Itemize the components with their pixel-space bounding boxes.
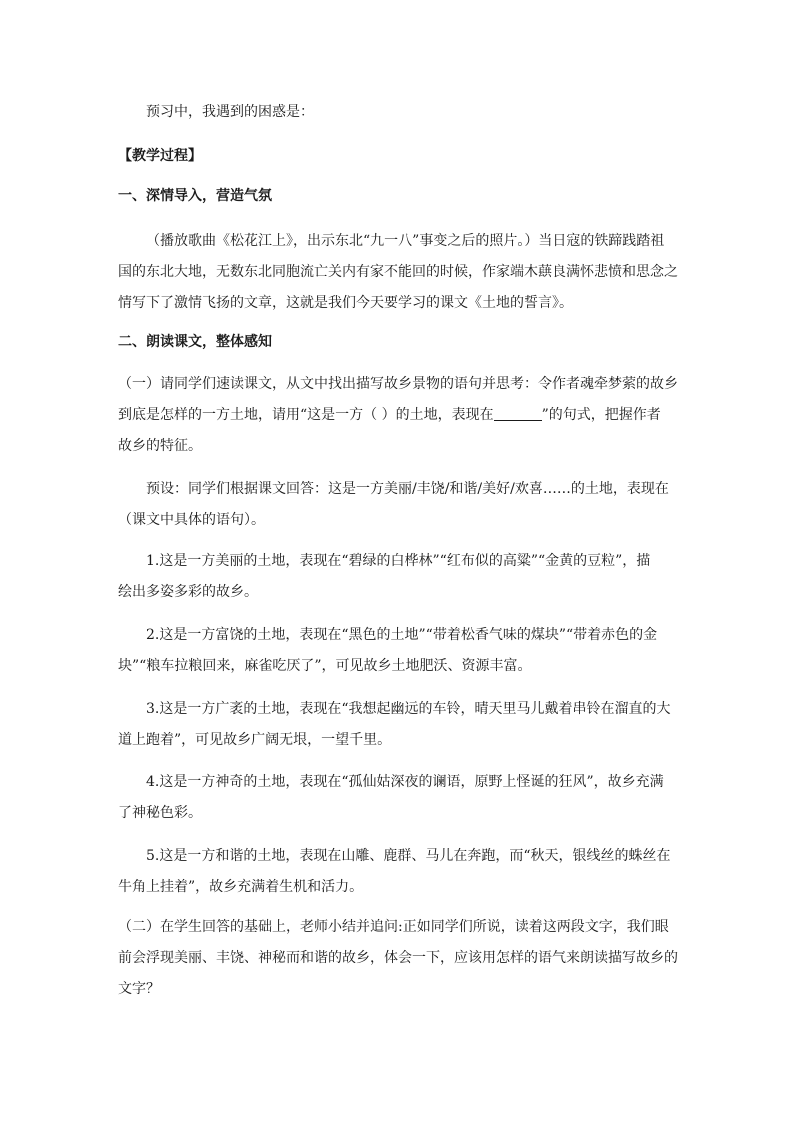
paragraph-line: （二）在学生回答的基础上，老师小结并追问:正如同学们所说，读着这两段文字，我们眼: [118, 919, 669, 935]
paragraph-line: （课文中具体的语句）。: [118, 512, 265, 528]
list-item-line: 道上跑着”，可见故乡广阔无垠，一望千里。: [118, 732, 392, 748]
list-item-line: 4.这是一方神奇的土地，表现在“孤仙姑深夜的谰语，原野上怪诞的狂风”，故乡充满: [146, 774, 664, 790]
fill-in-blank: [494, 406, 542, 421]
paragraph-line: （一）请同学们速读课文，从文中找出描写故乡景物的语句并思考：令作者魂牵梦萦的故乡: [118, 376, 678, 392]
teaching-process-heading: 【教学过程】: [118, 148, 202, 164]
paragraph-line: 情写下了激情飞扬的文章，这就是我们今天要学习的课文《土地的誓言》。: [118, 295, 573, 311]
section-1-heading: 一、深情导入，营造气氛: [118, 188, 272, 204]
list-item-line: 了神秘色彩。: [118, 805, 202, 821]
paragraph-line-end: ”的句式，把握作者: [541, 407, 661, 423]
preview-question: 预习中，我遇到的困惑是：: [146, 104, 314, 120]
list-item-line: 绘出多姿多彩的故乡。: [118, 584, 258, 600]
paragraph-line: 前会浮现美丽、丰饶、神秘而和谐的故乡，体会一下，应该用怎样的语气来朗读描写故乡的: [118, 950, 678, 966]
section-2-heading: 二、朗读课文，整体感知: [118, 334, 272, 350]
paragraph-line: [118, 405, 661, 425]
paragraph-line: （播放歌曲《松花江上》，出示东北“九一八”事变之后的照片。）当日寇的铁蹄践踏祖: [146, 233, 665, 249]
list-item-line: 块”“粮车拉粮回来，麻雀吃厌了”，可见故乡土地肥沃、资源丰富。: [118, 658, 532, 674]
list-item-line: 3.这是一方广袤的土地，表现在“我想起幽远的车铃，晴天里马儿戴着串铃在溜直的大: [146, 701, 671, 717]
paragraph-line: 故乡的特征。: [118, 438, 202, 454]
list-item-line: 1.这是一方美丽的土地，表现在“碧绿的白桦林”“红布似的高粱”“金黄的豆粒”，描: [146, 553, 651, 569]
list-item-line: 牛角上挂着”，故乡充满着生机和活力。: [118, 879, 364, 895]
paragraph-line: 预设：同学们根据课文回答：这是一方美丽/丰饶/和谐/美好/欢喜……的土地，表现在: [146, 481, 669, 497]
list-item-line: 5.这是一方和谐的土地，表现在山雕、鹿群、马儿在奔跑，而“秋天，银线丝的蛛丝在: [146, 848, 671, 864]
list-item-line: 2.这是一方富饶的土地，表现在“黑色的土地”“带着松香气味的煤块”“带着赤色的金: [146, 627, 658, 643]
paragraph-line-start: 到底是怎样的一方土地，请用“这是一方（ ）的土地，表现在: [118, 407, 494, 423]
paragraph-line: 文字？: [118, 981, 160, 997]
paragraph-line: 国的东北大地，无数东北同胞流亡关内有家不能回的时候，作家端木蕻良满怀悲愤和思念之: [118, 264, 678, 280]
